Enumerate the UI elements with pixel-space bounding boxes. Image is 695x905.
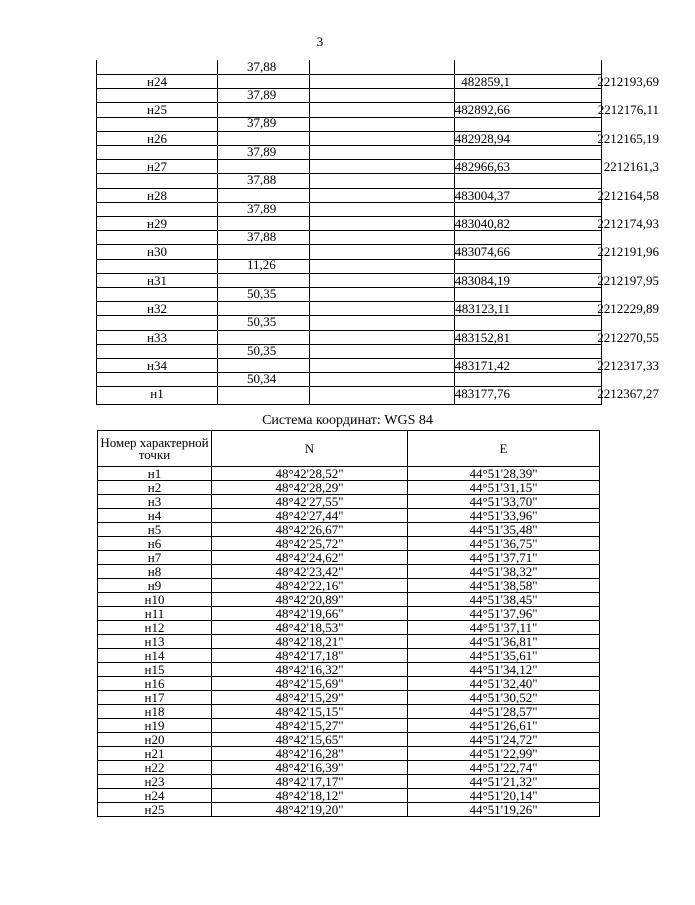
table-row — [98, 565, 600, 579]
n-coordinate: 48°42'15,27" — [212, 719, 408, 733]
n-coordinate: 483171,42 — [454, 358, 510, 373]
n-coordinate: 482928,94 — [454, 130, 510, 146]
table-row — [98, 775, 600, 789]
n-coordinate: 482966,63 — [454, 159, 510, 175]
page-number: 3 — [316, 34, 324, 49]
point-name: н3 — [98, 495, 212, 509]
e-coordinate: 44°51'28,39" — [408, 467, 600, 481]
n-coordinate: 482892,66 — [454, 102, 510, 118]
point-name: н34 — [147, 358, 167, 373]
e-coordinate: 44°51'35,48" — [408, 523, 600, 537]
table-row — [98, 789, 600, 803]
point-name: н30 — [147, 244, 167, 260]
segment-distance: 37,89 — [247, 115, 277, 131]
point-name: н33 — [147, 329, 167, 345]
point-name: н22 — [98, 761, 212, 775]
segment-distance: 37,89 — [247, 143, 277, 159]
point-name: н7 — [98, 551, 212, 565]
row-line — [97, 117, 601, 118]
e-coordinate: 2212270,55 — [597, 329, 659, 345]
segment-distance: 37,89 — [247, 200, 277, 216]
e-column-header: E — [408, 431, 600, 467]
n-coordinate: 48°42'28,52" — [212, 467, 408, 481]
e-coordinate: 44°51'33,70" — [408, 495, 600, 509]
e-coordinate: 44°51'32,40" — [408, 677, 600, 691]
n-coordinate: 48°42'24,62" — [212, 551, 408, 565]
point-name: н1 — [98, 467, 212, 481]
e-coordinate: 44°51'31,15" — [408, 481, 600, 495]
e-coordinate: 2212164,58 — [597, 187, 659, 203]
e-coordinate: 44°51'19,26" — [408, 803, 600, 817]
coordinate-system-caption: Система координат: WGS 84 — [262, 413, 433, 428]
point-name: н1 — [150, 386, 164, 402]
n-coordinate: 48°42'16,28" — [212, 747, 408, 761]
e-coordinate: 44°51'28,57" — [408, 705, 600, 719]
row-line — [97, 287, 601, 288]
e-coordinate: 44°51'21,32" — [408, 775, 600, 789]
point-name: н9 — [98, 579, 212, 593]
segment-distance: 50,34 — [247, 371, 277, 386]
point-name: н17 — [98, 691, 212, 705]
e-coordinate: 2212367,27 — [597, 386, 659, 402]
table-row — [98, 607, 600, 621]
table-row — [98, 579, 600, 593]
table-row — [98, 663, 600, 677]
row-line — [97, 372, 601, 373]
e-coordinate: 44°51'20,14" — [408, 789, 600, 803]
n-coordinate: 48°42'15,29" — [212, 691, 408, 705]
n-coordinate: 48°42'16,32" — [212, 663, 408, 677]
n-coordinate: 48°42'25,72" — [212, 537, 408, 551]
e-coordinate: 44°51'36,75" — [408, 537, 600, 551]
e-coordinate: 2212165,19 — [597, 130, 659, 146]
point-column-header: Номер характерной точки — [98, 431, 212, 467]
n-coordinate: 48°42'20,89" — [212, 593, 408, 607]
table-divider — [217, 60, 218, 404]
n-coordinate: 48°42'18,12" — [212, 789, 408, 803]
point-name: н25 — [147, 102, 167, 118]
n-coordinate: 48°42'15,15" — [212, 705, 408, 719]
e-coordinate: 44°51'38,45" — [408, 593, 600, 607]
table-row — [98, 677, 600, 691]
row-line — [97, 230, 601, 231]
segment-distance: 11,26 — [247, 257, 276, 273]
segment-distance: 50,35 — [247, 285, 277, 301]
e-coordinate: 2212174,93 — [597, 216, 659, 231]
table-row — [98, 593, 600, 607]
row-line — [97, 145, 601, 146]
e-coordinate: 44°51'33,96" — [408, 509, 600, 523]
n-coordinate: 48°42'27,55" — [212, 495, 408, 509]
segment-distance: 37,88 — [247, 172, 277, 188]
point-name: н4 — [98, 509, 212, 523]
table-row — [98, 551, 600, 565]
e-coordinate: 44°51'35,61" — [408, 649, 600, 663]
table-row — [98, 621, 600, 635]
table-row — [98, 481, 600, 495]
point-name: н27 — [147, 159, 167, 175]
n-coordinate: 483040,82 — [454, 216, 510, 231]
n-coordinate: 48°42'27,44" — [212, 509, 408, 523]
n-coordinate: 48°42'18,21" — [212, 635, 408, 649]
table-row — [98, 523, 600, 537]
segment-distance: 37,88 — [247, 59, 277, 74]
e-coordinate: 44°51'22,99" — [408, 747, 600, 761]
n-coordinate: 48°42'26,67" — [212, 523, 408, 537]
point-name: н16 — [98, 677, 212, 691]
segment-distance: 37,88 — [247, 229, 277, 244]
table-row — [98, 705, 600, 719]
e-coordinate: 2212193,69 — [597, 74, 659, 89]
n-coordinate: 48°42'18,53" — [212, 621, 408, 635]
row-line — [97, 344, 601, 345]
n-coordinate: 483004,37 — [454, 187, 510, 203]
point-name: н5 — [98, 523, 212, 537]
point-name: н28 — [147, 187, 167, 203]
e-coordinate: 2212191,96 — [597, 244, 659, 260]
point-name: н8 — [98, 565, 212, 579]
table-row — [98, 747, 600, 761]
point-name: н6 — [98, 537, 212, 551]
e-coordinate: 44°51'34,12" — [408, 663, 600, 677]
row-line — [97, 173, 601, 174]
point-name: н23 — [98, 775, 212, 789]
e-coordinate: 44°51'26,61" — [408, 719, 600, 733]
e-coordinate: 44°51'38,58" — [408, 579, 600, 593]
point-name: н26 — [147, 130, 167, 146]
n-coordinate: 48°42'16,39" — [212, 761, 408, 775]
n-coordinate: 48°42'22,16" — [212, 579, 408, 593]
n-coordinate: 48°42'23,42" — [212, 565, 408, 579]
e-coordinate: 44°51'36,81" — [408, 635, 600, 649]
row-line — [97, 202, 601, 203]
segment-distance: 37,89 — [247, 87, 277, 102]
n-coordinate: 483074,66 — [454, 244, 510, 260]
wgs-coordinates-table — [97, 430, 600, 817]
point-name: н20 — [98, 733, 212, 747]
e-coordinate: 44°51'22,74" — [408, 761, 600, 775]
table-row — [98, 495, 600, 509]
e-coordinate: 2212176,11 — [597, 102, 659, 118]
e-coordinate: 44°51'24,72" — [408, 733, 600, 747]
point-name: н11 — [98, 607, 212, 621]
n-column-header: N — [212, 431, 408, 467]
row-line — [97, 88, 601, 89]
segment-distance: 50,35 — [247, 314, 277, 330]
point-name: н24 — [147, 74, 167, 89]
e-coordinate: 44°51'38,32" — [408, 565, 600, 579]
e-coordinate: 2212161,3 — [603, 159, 659, 175]
point-name: н18 — [98, 705, 212, 719]
table-header-row — [98, 431, 600, 467]
table-row — [98, 649, 600, 663]
point-name: н29 — [147, 216, 167, 231]
n-coordinate: 482859,1 — [461, 74, 510, 89]
point-name: н12 — [98, 621, 212, 635]
n-coordinate: 48°42'28,29" — [212, 481, 408, 495]
point-name: н31 — [147, 272, 167, 288]
table-row — [98, 635, 600, 649]
n-coordinate: 483177,76 — [454, 386, 510, 402]
point-name: н14 — [98, 649, 212, 663]
n-coordinate: 48°42'15,69" — [212, 677, 408, 691]
table-row — [98, 509, 600, 523]
point-name: н21 — [98, 747, 212, 761]
n-coordinate: 48°42'17,18" — [212, 649, 408, 663]
e-coordinate: 44°51'37,11" — [408, 621, 600, 635]
table-row — [98, 733, 600, 747]
point-name: н10 — [98, 593, 212, 607]
point-name: н25 — [98, 803, 212, 817]
point-name: н13 — [98, 635, 212, 649]
point-name: н24 — [98, 789, 212, 803]
n-coordinate: 48°42'15,65" — [212, 733, 408, 747]
n-coordinate: 48°42'17,17" — [212, 775, 408, 789]
e-coordinate: 2212197,95 — [597, 272, 659, 288]
table-row — [98, 537, 600, 551]
n-coordinate: 483123,11 — [455, 301, 510, 317]
table-row — [98, 691, 600, 705]
segments-table — [96, 59, 659, 405]
table-row — [98, 803, 600, 817]
e-coordinate: 44°51'37,71" — [408, 551, 600, 565]
table-row — [98, 719, 600, 733]
row-line — [97, 259, 601, 260]
table-row — [98, 467, 600, 481]
n-coordinate: 483084,19 — [454, 272, 510, 288]
table-row — [98, 761, 600, 775]
n-coordinate: 48°42'19,20" — [212, 803, 408, 817]
n-coordinate: 483152,81 — [454, 329, 510, 345]
e-coordinate: 44°51'30,52" — [408, 691, 600, 705]
e-coordinate: 2212317,33 — [597, 358, 659, 373]
e-coordinate: 44°51'37,96" — [408, 607, 600, 621]
point-name: н32 — [147, 301, 167, 317]
e-coordinate: 2212229,89 — [597, 301, 659, 317]
segment-distance: 50,35 — [247, 342, 277, 358]
point-name: н19 — [98, 719, 212, 733]
n-coordinate: 48°42'19,66" — [212, 607, 408, 621]
row-line — [97, 315, 601, 316]
point-name: н15 — [98, 663, 212, 677]
point-name: н2 — [98, 481, 212, 495]
